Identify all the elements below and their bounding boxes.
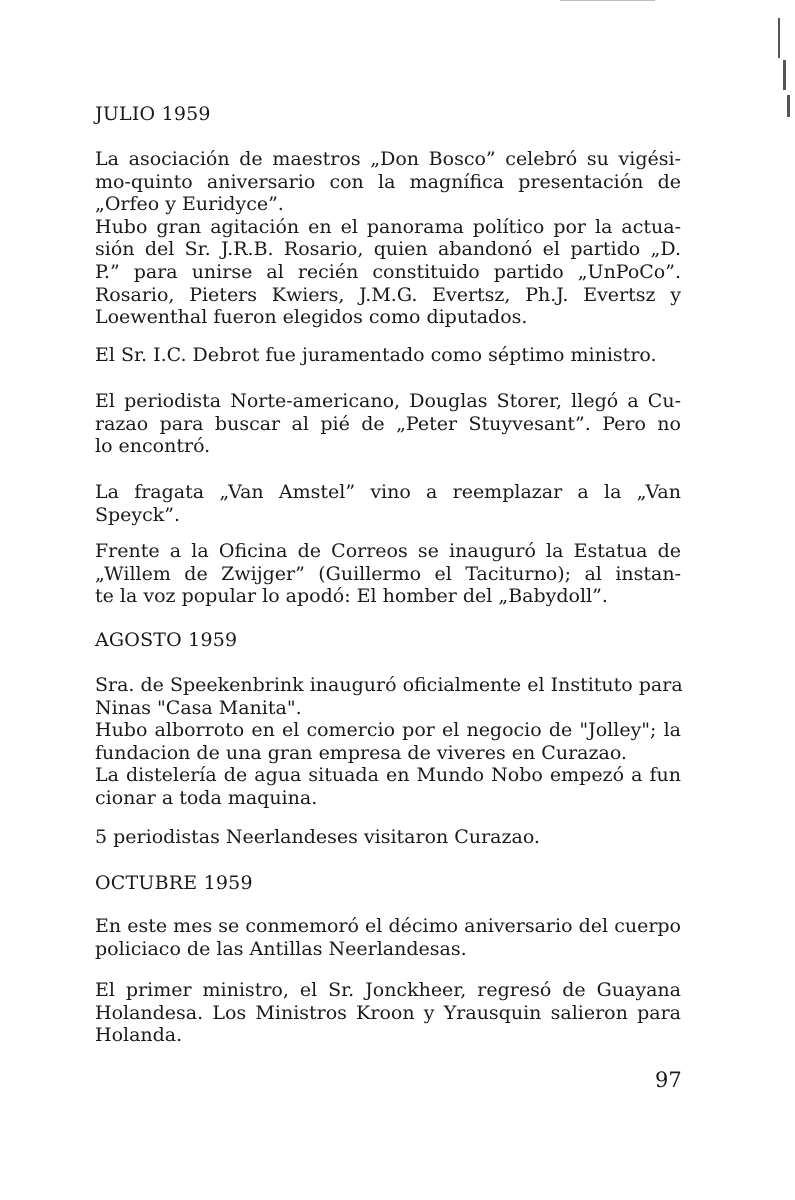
scan-edge-mark	[787, 95, 790, 117]
paragraph-julio-3	[95, 390, 681, 458]
text-line: El periodista Norte-americano, Douglas Storer, llegó a Cu-	[95, 390, 681, 412]
text-line: La fragata „Van Amstel” vino a reemplazar a la „Van	[95, 481, 681, 503]
scan-edge-mark	[783, 60, 786, 90]
text-line: fundacion de una gran empresa de viveres en Curazao.	[95, 741, 627, 764]
text-line: sión del Sr. J.R.B. Rosario, quien abandonó el partido „D.	[95, 238, 681, 261]
text-line: Speyck”.	[95, 503, 181, 526]
paragraph-julio-4	[95, 481, 681, 526]
section-heading-agosto: AGOSTO 1959	[95, 629, 238, 651]
page-number: 97	[655, 1068, 682, 1092]
text-line: Sra. de Speekenbrink inauguró oficialmente el Instituto para	[95, 674, 683, 696]
text-line: te la voz popular lo apodó: El homber del „Babydoll”.	[95, 585, 608, 608]
section-heading-julio: JULIO 1959	[95, 103, 211, 125]
scan-edge-line	[560, 0, 655, 1]
paragraph-agosto-2	[95, 826, 681, 849]
text-line: Rosario, Pieters Kwiers, J.M.G. Evertsz, Ph.J. Evertsz y	[95, 283, 681, 306]
paragraph-octubre-1	[95, 915, 681, 960]
text-line: La asociación de maestros „Don Bosco” celebró su vigési-	[95, 148, 681, 170]
text-line: La distelería de agua situada en Mundo Nobo empezó a fun	[95, 764, 681, 787]
text-line: mo-quinto aniversario con la magnífica presentación de	[95, 170, 681, 193]
text-line: Holandesa. Los Ministros Kroon y Yrausquin salieron para	[95, 1001, 681, 1024]
text-line: Frente a la Oficina de Correos se inauguró la Estatua de	[95, 540, 681, 562]
text-line: policiaco de las Antillas Neerlandesas.	[95, 937, 467, 960]
paragraph-octubre-2	[95, 979, 681, 1047]
text-line: „Orfeo y Euridyce”.	[95, 193, 284, 216]
text-line: El primer ministro, el Sr. Jonckheer, regresó de Guayana	[95, 979, 681, 1001]
text-line: cionar a toda maquina.	[95, 786, 318, 809]
text-line: lo encontró.	[95, 435, 211, 458]
text-line: „Willem de Zwijger” (Guillermo el Taciturno); al instan-	[95, 562, 681, 585]
section-heading-octubre: OCTUBRE 1959	[95, 872, 253, 894]
text-line: P.” para unirse al recién constituido partido „UnPoCo”.	[95, 260, 681, 283]
paragraph-julio-1	[95, 148, 681, 329]
text-line: El Sr. I.C. Debrot fue juramentado como séptimo ministro.	[95, 344, 657, 366]
text-line: En este mes se conmemoró el décimo aniversario del cuerpo	[95, 915, 681, 937]
paragraph-julio-2	[95, 344, 681, 367]
text-line: Ninas "Casa Manita".	[95, 696, 302, 719]
text-line: Hubo gran agitación en el panorama político por la actua-	[95, 215, 681, 238]
paragraph-agosto-1	[95, 674, 681, 810]
text-line: razao para buscar al pié de „Peter Stuyvesant”. Pero no	[95, 412, 681, 435]
text-line: 5 periodistas Neerlandeses visitaron Curazao.	[95, 826, 540, 848]
text-line: Holanda.	[95, 1024, 183, 1047]
text-line: Hubo alborroto en el comercio por el negocio de "Jolley"; la	[95, 719, 681, 742]
scan-edge-mark	[778, 18, 780, 58]
paragraph-julio-5	[95, 540, 681, 608]
text-line: Loewenthal fueron elegidos como diputados.	[95, 306, 528, 329]
